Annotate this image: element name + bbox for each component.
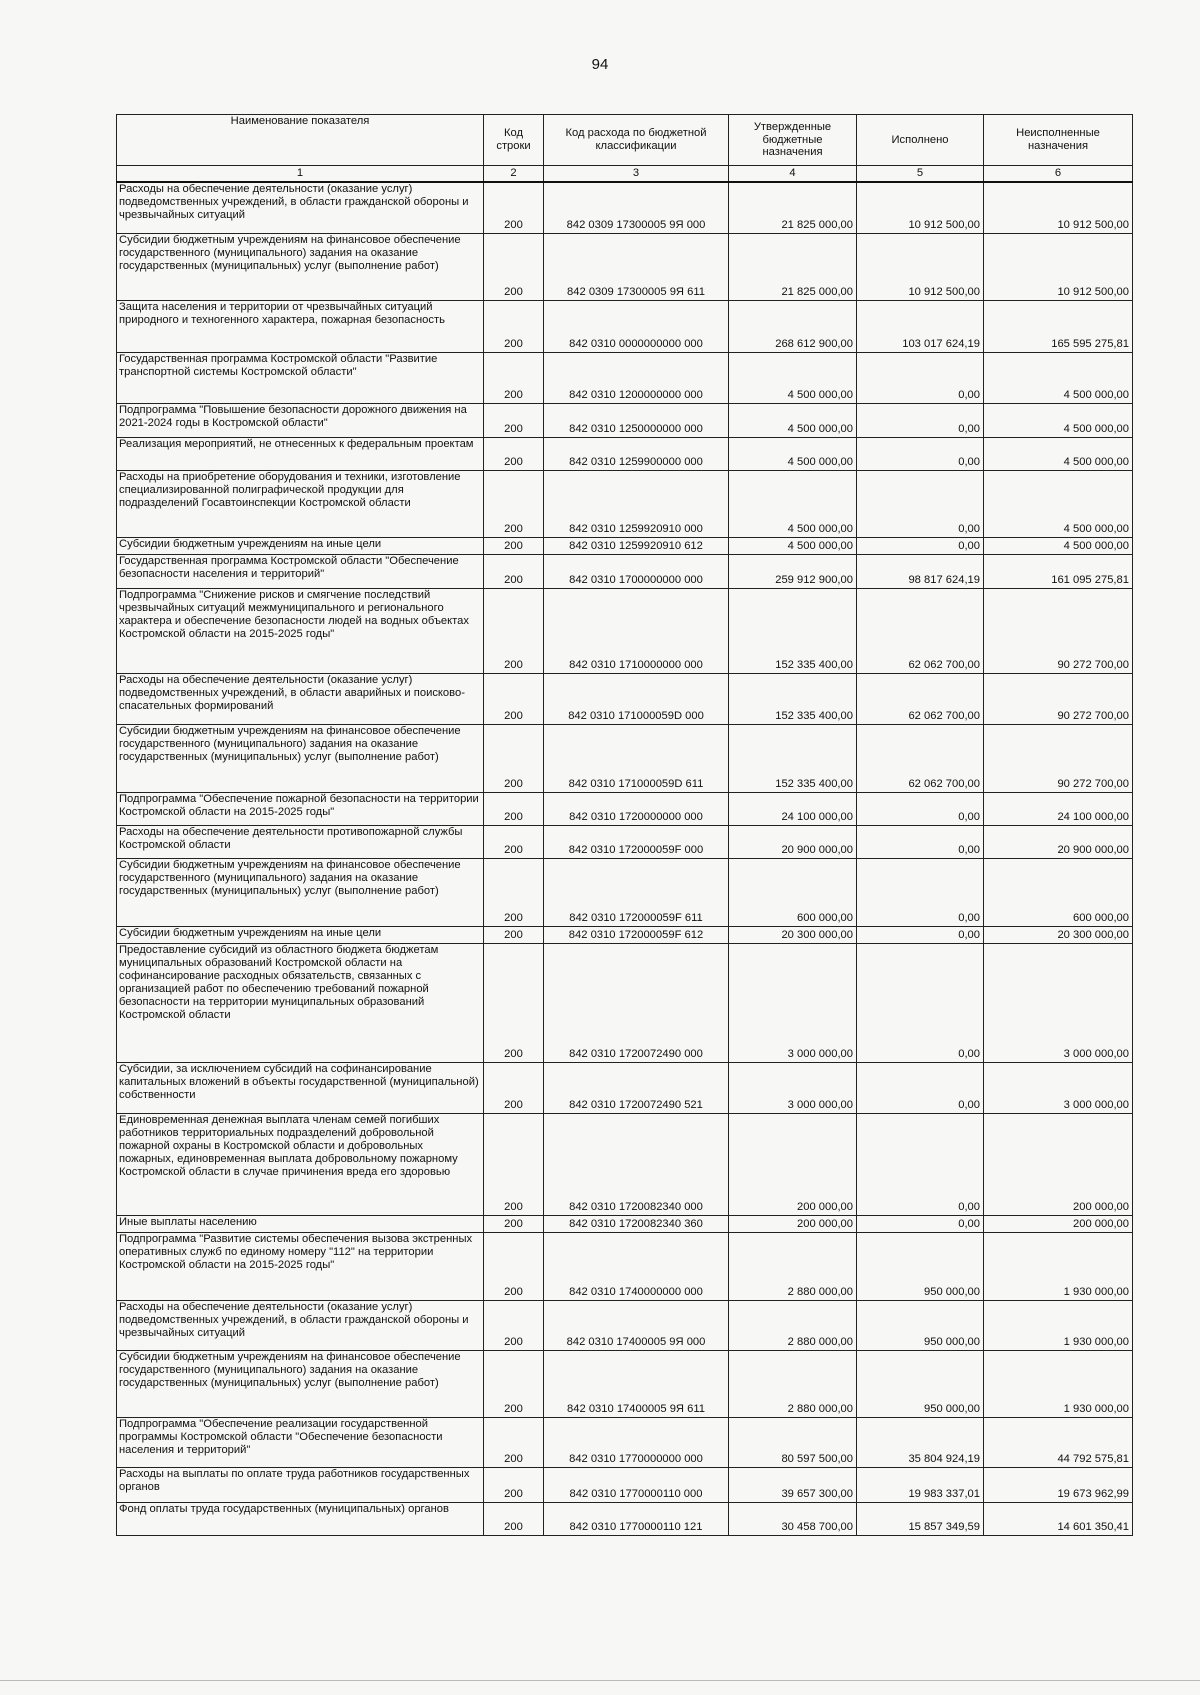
row-unexecuted: 161 095 275,81 (984, 554, 1133, 588)
row-budget-code: 842 0310 1770000000 000 (544, 1417, 729, 1467)
row-name: Подпрограмма "Снижение рисков и смягчение последствий чрезвычайных ситуаций межмуниципального и регионального характера и обеспечение безопасности людей на водных объектах Костромской области на 2015-2025 годы" (117, 588, 484, 673)
row-code: 200 (484, 554, 544, 588)
row-unexecuted: 20 300 000,00 (984, 926, 1133, 943)
row-name: Предоставление субсидий из областного бюджета бюджетам муниципальных образований Костромской области на софинансирование расходных обязательств, связанных с организацией работ по обеспечению требований пожарной безопасности на территории муниципальных образований Костромской области (117, 943, 484, 1062)
row-unexecuted: 4 500 000,00 (984, 403, 1133, 437)
table-row (117, 1300, 1133, 1350)
row-budget-code: 842 0310 1259920910 000 (544, 470, 729, 537)
row-code: 200 (484, 825, 544, 858)
row-executed: 0,00 (857, 943, 984, 1062)
row-unexecuted: 1 930 000,00 (984, 1232, 1133, 1300)
table-row (117, 792, 1133, 825)
table-row (117, 825, 1133, 858)
row-name: Расходы на приобретение оборудования и техники, изготовление специализированной полиграфической продукции для подразделений Госавтоинспекции Костромской области (117, 470, 484, 537)
row-name: Расходы на обеспечение деятельности (оказание услуг) подведомственных учреждений, в области аварийных и поисково-спасательных формирований (117, 673, 484, 724)
row-budget-code: 842 0310 1740000000 000 (544, 1232, 729, 1300)
row-name: Расходы на обеспечение деятельности (оказание услуг) подведомственных учреждений, в области гражданской обороны и чрезвычайных ситуаций (117, 182, 484, 233)
row-approved: 21 825 000,00 (729, 182, 857, 233)
row-budget-code: 842 0310 1259920910 612 (544, 537, 729, 554)
table-row (117, 537, 1133, 554)
row-approved: 3 000 000,00 (729, 1062, 857, 1113)
row-approved: 2 880 000,00 (729, 1300, 857, 1350)
row-approved: 152 335 400,00 (729, 673, 857, 724)
row-name: Подпрограмма "Повышение безопасности дорожного движения на 2021-2024 годы в Костромской области" (117, 403, 484, 437)
row-approved: 600 000,00 (729, 858, 857, 926)
table-row (117, 858, 1133, 926)
row-name: Фонд оплаты труда государственных (муниципальных) органов (117, 1502, 484, 1535)
row-executed: 35 804 924,19 (857, 1417, 984, 1467)
table-row (117, 1062, 1133, 1113)
column-number: 4 (729, 166, 857, 183)
header-unexecuted: Неисполненные назначения (984, 115, 1133, 166)
row-executed: 0,00 (857, 825, 984, 858)
row-code: 200 (484, 1350, 544, 1417)
table-row (117, 588, 1133, 673)
row-name: Субсидии бюджетным учреждениям на финансовое обеспечение государственного (муниципального) задания на оказание государственных (муниципальных) услуг (выполнение работ) (117, 1350, 484, 1417)
column-number: 5 (857, 166, 984, 183)
table-row (117, 1215, 1133, 1232)
row-unexecuted: 600 000,00 (984, 858, 1133, 926)
row-approved: 2 880 000,00 (729, 1232, 857, 1300)
row-executed: 62 062 700,00 (857, 588, 984, 673)
header-approved: Утвержденные бюджетные назначения (729, 115, 857, 166)
page-number: 94 (591, 56, 609, 73)
row-executed: 0,00 (857, 1113, 984, 1215)
row-name: Подпрограмма "Обеспечение пожарной безопасности на территории Костромской области на 2015-2025 годы" (117, 792, 484, 825)
row-code: 200 (484, 724, 544, 792)
table-row (117, 1350, 1133, 1417)
row-unexecuted: 90 272 700,00 (984, 588, 1133, 673)
row-budget-code: 842 0310 1720082340 000 (544, 1113, 729, 1215)
table-row (117, 403, 1133, 437)
row-unexecuted: 200 000,00 (984, 1215, 1133, 1232)
row-unexecuted: 14 601 350,41 (984, 1502, 1133, 1535)
row-executed: 19 983 337,01 (857, 1467, 984, 1502)
column-number: 1 (117, 166, 484, 183)
row-executed: 0,00 (857, 1062, 984, 1113)
table-row (117, 1232, 1133, 1300)
row-unexecuted: 4 500 000,00 (984, 437, 1133, 470)
table-row (117, 554, 1133, 588)
row-code: 200 (484, 352, 544, 403)
row-unexecuted: 4 500 000,00 (984, 470, 1133, 537)
row-executed: 0,00 (857, 858, 984, 926)
row-budget-code: 842 0310 1250000000 000 (544, 403, 729, 437)
row-budget-code: 842 0309 17300005 9Я 611 (544, 233, 729, 300)
table-row (117, 470, 1133, 537)
row-code: 200 (484, 1467, 544, 1502)
row-name: Государственная программа Костромской области "Развитие транспортной системы Костромской области" (117, 352, 484, 403)
row-executed: 62 062 700,00 (857, 673, 984, 724)
row-code: 200 (484, 1417, 544, 1467)
table-row (117, 182, 1133, 233)
row-code: 200 (484, 182, 544, 233)
row-executed: 62 062 700,00 (857, 724, 984, 792)
row-approved: 2 880 000,00 (729, 1350, 857, 1417)
row-budget-code: 842 0310 172000059F 000 (544, 825, 729, 858)
row-unexecuted: 19 673 962,99 (984, 1467, 1133, 1502)
header-name: Наименование показателя (117, 115, 484, 166)
row-unexecuted: 3 000 000,00 (984, 943, 1133, 1062)
row-executed: 0,00 (857, 352, 984, 403)
row-code: 200 (484, 470, 544, 537)
row-code: 200 (484, 943, 544, 1062)
row-budget-code: 842 0310 1770000110 121 (544, 1502, 729, 1535)
scan-edge-line (0, 1680, 1200, 1681)
budget-execution-table (116, 114, 1133, 1536)
row-code: 200 (484, 300, 544, 352)
row-budget-code: 842 0310 0000000000 000 (544, 300, 729, 352)
row-approved: 21 825 000,00 (729, 233, 857, 300)
row-budget-code: 842 0310 1710000000 000 (544, 588, 729, 673)
row-unexecuted: 44 792 575,81 (984, 1417, 1133, 1467)
row-code: 200 (484, 1113, 544, 1215)
row-approved: 200 000,00 (729, 1113, 857, 1215)
row-name: Подпрограмма "Обеспечение реализации государственной программы Костромской области "Обеспечение безопасности населения и территорий" (117, 1417, 484, 1467)
column-number-row (117, 166, 1133, 183)
row-executed: 950 000,00 (857, 1350, 984, 1417)
row-approved: 152 335 400,00 (729, 724, 857, 792)
row-code: 200 (484, 673, 544, 724)
row-executed: 0,00 (857, 792, 984, 825)
row-budget-code: 842 0309 17300005 9Я 000 (544, 182, 729, 233)
row-name: Единовременная денежная выплата членам семей погибших работников территориальных подразделений добровольной пожарной охраны в Костромской области и добровольных пожарных, единовременная выплата добровольному пожарному Костромской области в случае причинения вреда его здоровью (117, 1113, 484, 1215)
table-body (117, 182, 1133, 1535)
row-code: 200 (484, 792, 544, 825)
row-approved: 24 100 000,00 (729, 792, 857, 825)
header-code: Код строки (484, 115, 544, 166)
row-budget-code: 842 0310 1700000000 000 (544, 554, 729, 588)
row-executed: 98 817 624,19 (857, 554, 984, 588)
table-row (117, 1467, 1133, 1502)
table-row (117, 926, 1133, 943)
row-approved: 4 500 000,00 (729, 437, 857, 470)
row-budget-code: 842 0310 172000059F 611 (544, 858, 729, 926)
table-row (117, 437, 1133, 470)
row-code: 200 (484, 1062, 544, 1113)
row-approved: 80 597 500,00 (729, 1417, 857, 1467)
table-header-row (117, 115, 1133, 166)
table-row (117, 673, 1133, 724)
row-budget-code: 842 0310 1200000000 000 (544, 352, 729, 403)
row-approved: 200 000,00 (729, 1215, 857, 1232)
row-name: Субсидии бюджетным учреждениям на финансовое обеспечение государственного (муниципального) задания на оказание государственных (муниципальных) услуг (выполнение работ) (117, 858, 484, 926)
table-row (117, 352, 1133, 403)
row-executed: 0,00 (857, 926, 984, 943)
table-row (117, 233, 1133, 300)
row-code: 200 (484, 858, 544, 926)
row-budget-code: 842 0310 1720072490 000 (544, 943, 729, 1062)
row-approved: 4 500 000,00 (729, 352, 857, 403)
row-budget-code: 842 0310 172000059F 612 (544, 926, 729, 943)
row-unexecuted: 24 100 000,00 (984, 792, 1133, 825)
row-executed: 0,00 (857, 403, 984, 437)
row-approved: 20 900 000,00 (729, 825, 857, 858)
row-approved: 3 000 000,00 (729, 943, 857, 1062)
row-code: 200 (484, 233, 544, 300)
row-unexecuted: 1 930 000,00 (984, 1350, 1133, 1417)
row-approved: 39 657 300,00 (729, 1467, 857, 1502)
row-budget-code: 842 0310 1720082340 360 (544, 1215, 729, 1232)
row-name: Расходы на выплаты по оплате труда работников государственных органов (117, 1467, 484, 1502)
row-code: 200 (484, 1215, 544, 1232)
row-code: 200 (484, 1502, 544, 1535)
column-number: 3 (544, 166, 729, 183)
row-code: 200 (484, 437, 544, 470)
row-budget-code: 842 0310 17400005 9Я 611 (544, 1350, 729, 1417)
row-budget-code: 842 0310 1720000000 000 (544, 792, 729, 825)
row-approved: 4 500 000,00 (729, 470, 857, 537)
row-budget-code: 842 0310 17400005 9Я 000 (544, 1300, 729, 1350)
table-row (117, 724, 1133, 792)
row-approved: 4 500 000,00 (729, 403, 857, 437)
column-number: 6 (984, 166, 1133, 183)
row-name: Субсидии бюджетным учреждениям на финансовое обеспечение государственного (муниципального) задания на оказание государственных (муниципальных) услуг (выполнение работ) (117, 233, 484, 300)
table-row (117, 1417, 1133, 1467)
row-code: 200 (484, 403, 544, 437)
row-executed: 10 912 500,00 (857, 233, 984, 300)
row-name: Субсидии, за исключением субсидий на софинансирование капитальных вложений в объекты государственной (муниципальной) собственности (117, 1062, 484, 1113)
table-row (117, 300, 1133, 352)
row-approved: 152 335 400,00 (729, 588, 857, 673)
row-name: Иные выплаты населению (117, 1215, 484, 1232)
row-name: Субсидии бюджетным учреждениям на иные цели (117, 537, 484, 554)
row-name: Защита населения и территории от чрезвычайных ситуаций природного и техногенного характера, пожарная безопасность (117, 300, 484, 352)
row-name: Реализация мероприятий, не отнесенных к федеральным проектам (117, 437, 484, 470)
row-unexecuted: 165 595 275,81 (984, 300, 1133, 352)
row-budget-code: 842 0310 1720072490 521 (544, 1062, 729, 1113)
row-name: Государственная программа Костромской области "Обеспечение безопасности населения и территорий" (117, 554, 484, 588)
row-approved: 30 458 700,00 (729, 1502, 857, 1535)
row-name: Расходы на обеспечение деятельности (оказание услуг) подведомственных учреждений, в области гражданской обороны и чрезвычайных ситуаций (117, 1300, 484, 1350)
row-budget-code: 842 0310 171000059D 611 (544, 724, 729, 792)
row-executed: 950 000,00 (857, 1232, 984, 1300)
header-executed: Исполнено (857, 115, 984, 166)
row-budget-code: 842 0310 1770000110 000 (544, 1467, 729, 1502)
row-unexecuted: 200 000,00 (984, 1113, 1133, 1215)
row-unexecuted: 4 500 000,00 (984, 352, 1133, 403)
row-executed: 0,00 (857, 437, 984, 470)
row-approved: 259 912 900,00 (729, 554, 857, 588)
row-code: 200 (484, 1232, 544, 1300)
row-executed: 0,00 (857, 537, 984, 554)
row-code: 200 (484, 926, 544, 943)
row-name: Субсидии бюджетным учреждениям на иные цели (117, 926, 484, 943)
row-unexecuted: 90 272 700,00 (984, 673, 1133, 724)
row-executed: 15 857 349,59 (857, 1502, 984, 1535)
row-name: Субсидии бюджетным учреждениям на финансовое обеспечение государственного (муниципального) задания на оказание государственных (муниципальных) услуг (выполнение работ) (117, 724, 484, 792)
row-unexecuted: 10 912 500,00 (984, 233, 1133, 300)
row-executed: 0,00 (857, 470, 984, 537)
table-row (117, 1113, 1133, 1215)
row-code: 200 (484, 588, 544, 673)
row-unexecuted: 4 500 000,00 (984, 537, 1133, 554)
row-unexecuted: 90 272 700,00 (984, 724, 1133, 792)
row-executed: 103 017 624,19 (857, 300, 984, 352)
row-approved: 4 500 000,00 (729, 537, 857, 554)
row-code: 200 (484, 537, 544, 554)
row-unexecuted: 3 000 000,00 (984, 1062, 1133, 1113)
row-unexecuted: 1 930 000,00 (984, 1300, 1133, 1350)
row-unexecuted: 10 912 500,00 (984, 182, 1133, 233)
row-executed: 950 000,00 (857, 1300, 984, 1350)
row-approved: 20 300 000,00 (729, 926, 857, 943)
row-executed: 0,00 (857, 1215, 984, 1232)
row-approved: 268 612 900,00 (729, 300, 857, 352)
row-unexecuted: 20 900 000,00 (984, 825, 1133, 858)
table-row (117, 1502, 1133, 1535)
column-number: 2 (484, 166, 544, 183)
row-budget-code: 842 0310 1259900000 000 (544, 437, 729, 470)
row-budget-code: 842 0310 171000059D 000 (544, 673, 729, 724)
header-budget-code: Код расхода по бюджетной классификации (544, 115, 729, 166)
row-code: 200 (484, 1300, 544, 1350)
table-row (117, 943, 1133, 1062)
row-name: Расходы на обеспечение деятельности противопожарной службы Костромской области (117, 825, 484, 858)
row-executed: 10 912 500,00 (857, 182, 984, 233)
row-name: Подпрограмма "Развитие системы обеспечения вызова экстренных оперативных служб по единому номеру "112" на территории Костромской области на 2015-2025 годы" (117, 1232, 484, 1300)
